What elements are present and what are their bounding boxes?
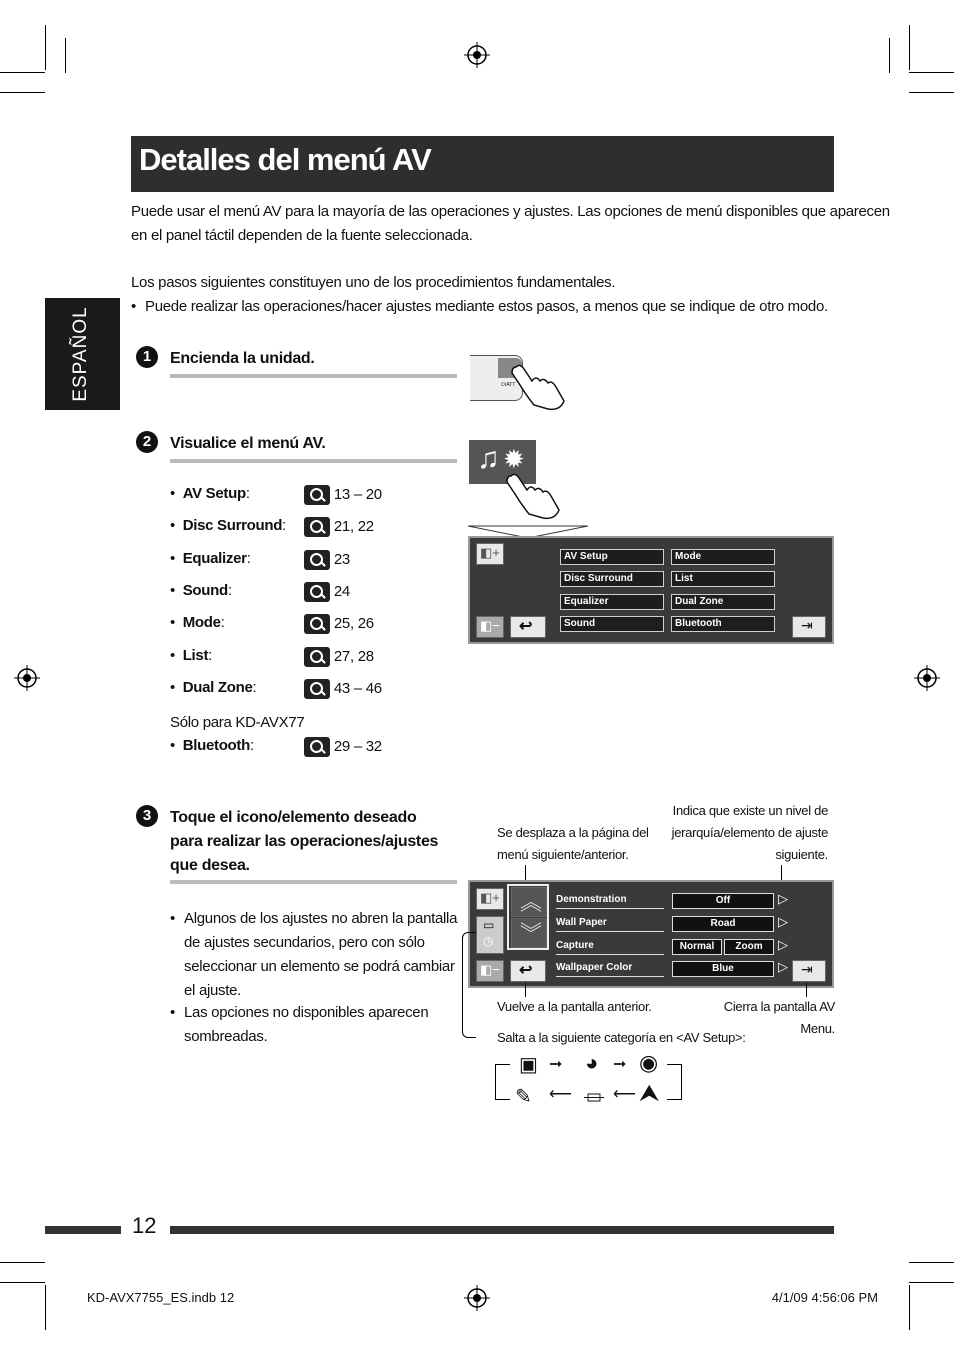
menu-item-equalizer[interactable]: Equalizer xyxy=(560,594,664,610)
step3-bullet-1-line-3: seleccionar un elemento se podrá cambiar xyxy=(184,958,455,975)
return-arrow-icon: ↩ xyxy=(519,962,533,979)
gear-icon: ✹ xyxy=(503,444,525,474)
music-note-icon: ♫ xyxy=(477,442,500,475)
category-display-button[interactable] xyxy=(476,916,504,954)
step3-bullet-mark: • xyxy=(170,1004,175,1021)
next-level-arrow-icon[interactable]: ▷ xyxy=(778,937,788,952)
clock-icon: ◷ xyxy=(483,934,494,948)
leader-line xyxy=(806,983,807,997)
registration-mark-icon xyxy=(914,665,940,691)
speaker-plus-icon: ◧+ xyxy=(480,545,500,560)
av-item-disc-surround: • Disc Surround: xyxy=(170,517,287,534)
av-item-bluetooth: • Bluetooth: xyxy=(170,737,254,754)
value-wall-paper[interactable]: Road xyxy=(672,916,774,932)
magnifier-icon xyxy=(304,679,330,699)
speaker-plus-button[interactable] xyxy=(476,543,504,565)
step-1-rule xyxy=(170,374,457,378)
caption-back: Vuelve a la pantalla anterior. xyxy=(497,999,652,1014)
av-menu-screen xyxy=(468,536,834,644)
steps-bullet: Puede realizar las operaciones/hacer ajustes mediante estos pasos, a menos que se indique de otro modo. xyxy=(145,298,828,315)
exit-icon: ⇥ xyxy=(801,617,813,633)
av-item-ref: 27, 28 xyxy=(304,647,374,667)
value-wallpaper-color[interactable]: Blue xyxy=(672,961,774,977)
menu-item-av-setup[interactable]: AV Setup xyxy=(560,549,664,565)
menu-item-dual-zone[interactable]: Dual Zone xyxy=(671,594,775,610)
crop-mark xyxy=(65,38,66,73)
av-setup-screen xyxy=(468,880,834,988)
return-arrow-icon: ↩ xyxy=(519,618,533,635)
step3-bullet-1-line-1: Algunos de los ajustes no abren la pantalla xyxy=(184,910,458,927)
steps-bullet-mark: • xyxy=(131,298,136,315)
registration-mark-icon xyxy=(14,665,40,691)
next-level-arrow-icon[interactable]: ▷ xyxy=(778,891,788,906)
step-1-title: Encienda la unidad. xyxy=(170,350,315,367)
menu-item-sound[interactable]: Sound xyxy=(560,616,664,632)
pointing-hand-icon xyxy=(505,470,563,520)
page-number: 12 xyxy=(132,1213,157,1238)
crop-mark xyxy=(0,92,45,93)
crop-mark xyxy=(909,1262,954,1263)
speaker-minus-icon: ◧− xyxy=(480,962,500,977)
next-level-arrow-icon[interactable]: ▷ xyxy=(778,914,788,929)
caption-next-line-1: Indica que existe un nivel de xyxy=(672,803,828,818)
step-3-title-line-3: que desea. xyxy=(170,857,250,874)
speaker-minus-button[interactable] xyxy=(476,960,504,982)
language-label: ESPAÑOL xyxy=(70,306,91,402)
step3-bullet-1-line-2: de ajustes secundarios, pero con sólo xyxy=(184,934,425,951)
speaker-minus-icon: ◧− xyxy=(480,618,500,633)
value-demonstration[interactable]: Off xyxy=(672,893,774,909)
arrow-right-icon: ➞ xyxy=(549,1056,563,1073)
magnifier-icon xyxy=(304,517,330,537)
power-button-illustration xyxy=(470,355,570,410)
close-menu-button[interactable] xyxy=(792,616,826,638)
menu-item-bluetooth[interactable]: Bluetooth xyxy=(671,616,775,632)
page-down-button[interactable] xyxy=(511,918,547,948)
step-2-number: 2 xyxy=(136,431,158,453)
back-button[interactable] xyxy=(510,960,546,982)
disc-icon: ◉ xyxy=(639,1050,659,1075)
double-chevron-down-icon: ︾ xyxy=(520,921,543,946)
av-item-ref: 13 – 20 xyxy=(304,485,382,505)
step-1-number: 1 xyxy=(136,346,158,368)
crop-mark xyxy=(45,25,46,70)
speaker-plus-icon: ◧+ xyxy=(480,890,500,905)
display-icon: ▣ xyxy=(519,1054,538,1076)
caption-scroll-line-1: Se desplaza a la página del xyxy=(497,825,649,840)
arrow-left-icon: ⟵ xyxy=(549,1086,572,1103)
crop-mark xyxy=(0,1282,45,1283)
cycle-bracket-left xyxy=(495,1064,510,1100)
registration-mark-icon xyxy=(464,1285,490,1311)
display-icon: ▭ xyxy=(483,918,495,932)
page-up-button[interactable] xyxy=(511,887,547,917)
leader-line-bracket xyxy=(462,932,476,1038)
leader-line xyxy=(525,983,526,997)
caption-jump: Salta a la siguiente categoría en <AV Setup>: xyxy=(497,1030,746,1045)
step3-bullet-1-line-4: el ajuste. xyxy=(184,982,242,999)
caption-next-line-2: jerarquía/elemento de ajuste xyxy=(671,825,828,840)
caption-close-line-2: Menu. xyxy=(800,1021,835,1036)
clock-icon: ◕ xyxy=(585,1050,599,1075)
cycle-bracket-right xyxy=(667,1064,682,1100)
back-button[interactable] xyxy=(510,616,546,638)
av-item-dual-zone: • Dual Zone: xyxy=(170,679,257,696)
pointing-hand-icon xyxy=(510,361,570,411)
page-title: Detalles del menú AV xyxy=(139,142,431,177)
footer-file: KD-AVX7755_ES.indb 12 xyxy=(87,1290,235,1305)
intro-line-2: en el panel táctil dependen de la fuente seleccionada. xyxy=(131,227,473,244)
av-item-ref: 43 – 46 xyxy=(304,679,382,699)
menu-item-list[interactable]: List xyxy=(671,571,775,587)
setting-wall-paper[interactable]: Wall Paper xyxy=(556,917,664,932)
leader-line xyxy=(525,865,526,881)
arrow-left-icon: ⟵ xyxy=(613,1086,636,1103)
caption-scroll-line-2: menú siguiente/anterior. xyxy=(497,847,629,862)
step-3-number: 3 xyxy=(136,805,158,827)
magnifier-icon xyxy=(304,737,330,757)
av-item-list: • List: xyxy=(170,647,213,664)
wrench-icon: ✎ xyxy=(515,1086,532,1108)
step-2-title: Visualice el menú AV. xyxy=(170,435,326,452)
crop-mark xyxy=(889,38,890,73)
power-att-label: ⏻/ATT xyxy=(501,382,516,388)
step3-bullet-2-line-1: Las opciones no disponibles aparecen xyxy=(184,1004,429,1021)
crop-mark xyxy=(909,25,910,70)
speaker-plus-button[interactable] xyxy=(476,888,504,910)
step-3-title-line-2: para realizar las operaciones/ajustes xyxy=(170,833,439,850)
magnifier-icon xyxy=(304,647,330,667)
footer-bar-left xyxy=(45,1226,121,1234)
magnifier-icon xyxy=(304,485,330,505)
exit-icon: ⇥ xyxy=(801,961,813,977)
steps-intro: Los pasos siguientes constituyen uno de los procedimientos fundamentales. xyxy=(131,274,616,291)
crop-mark xyxy=(909,72,954,73)
step3-bullet-mark: • xyxy=(170,910,175,927)
value-capture-normal[interactable]: Normal xyxy=(672,939,722,955)
registration-mark-icon xyxy=(464,42,490,68)
setting-wallpaper-color[interactable]: Wallpaper Color xyxy=(556,962,664,977)
title-bar xyxy=(131,136,834,192)
setting-demonstration[interactable]: Demonstration xyxy=(556,894,664,909)
only-for-note: Sólo para KD-AVX77 xyxy=(170,714,305,731)
connector-icon: ⏛ xyxy=(583,1086,606,1111)
value-capture-zoom[interactable]: Zoom xyxy=(724,939,774,955)
magnifier-icon xyxy=(304,614,330,634)
av-item-sound: • Sound: xyxy=(170,582,232,599)
close-menu-button[interactable] xyxy=(792,960,826,982)
caption-next-line-3: siguiente. xyxy=(775,847,828,862)
step-2-rule xyxy=(170,459,457,463)
menu-item-disc-surround[interactable]: Disc Surround xyxy=(560,571,664,587)
footer-date: 4/1/09 4:56:06 PM xyxy=(771,1290,878,1305)
crop-mark xyxy=(909,92,954,93)
menu-item-mode[interactable]: Mode xyxy=(671,549,775,565)
next-level-arrow-icon[interactable]: ▷ xyxy=(778,959,788,974)
av-item-av-setup: • AV Setup: xyxy=(170,485,250,502)
av-item-mode: • Mode: xyxy=(170,614,225,631)
crop-mark xyxy=(909,1285,910,1330)
av-item-ref: 23 xyxy=(304,550,350,570)
step-3-rule xyxy=(170,880,457,884)
double-chevron-up-icon: ︽ xyxy=(520,890,543,915)
category-cycle-diagram xyxy=(495,1052,685,1112)
intro-line-1: Puede usar el menú AV para la mayoría de las operaciones y ajustes. Las opciones de menú disponibles que aparecen xyxy=(131,203,890,220)
navigation-icon: ⮝ xyxy=(639,1080,660,1107)
caption-close-line-1: Cierra la pantalla AV xyxy=(723,999,835,1014)
magnifier-icon xyxy=(304,550,330,570)
arrow-right-icon: ➞ xyxy=(613,1056,627,1073)
crop-mark xyxy=(0,72,45,73)
crop-mark xyxy=(45,1285,46,1330)
language-tab xyxy=(45,298,120,410)
av-item-ref: 21, 22 xyxy=(304,517,374,537)
av-item-equalizer: • Equalizer: xyxy=(170,550,251,567)
step-3-title-line-1: Toque el icono/elemento deseado xyxy=(170,809,417,826)
crop-mark xyxy=(0,1262,45,1263)
footer-bar-right xyxy=(170,1226,834,1234)
magnifier-icon xyxy=(304,582,330,602)
av-item-ref: 24 xyxy=(304,582,350,602)
setting-capture[interactable]: Capture xyxy=(556,940,664,955)
step3-bullet-2-line-2: sombreadas. xyxy=(184,1028,268,1045)
av-item-ref: 29 – 32 xyxy=(304,737,382,757)
speaker-minus-button[interactable] xyxy=(476,616,504,638)
av-item-ref: 25, 26 xyxy=(304,614,374,634)
crop-mark xyxy=(909,1282,954,1283)
